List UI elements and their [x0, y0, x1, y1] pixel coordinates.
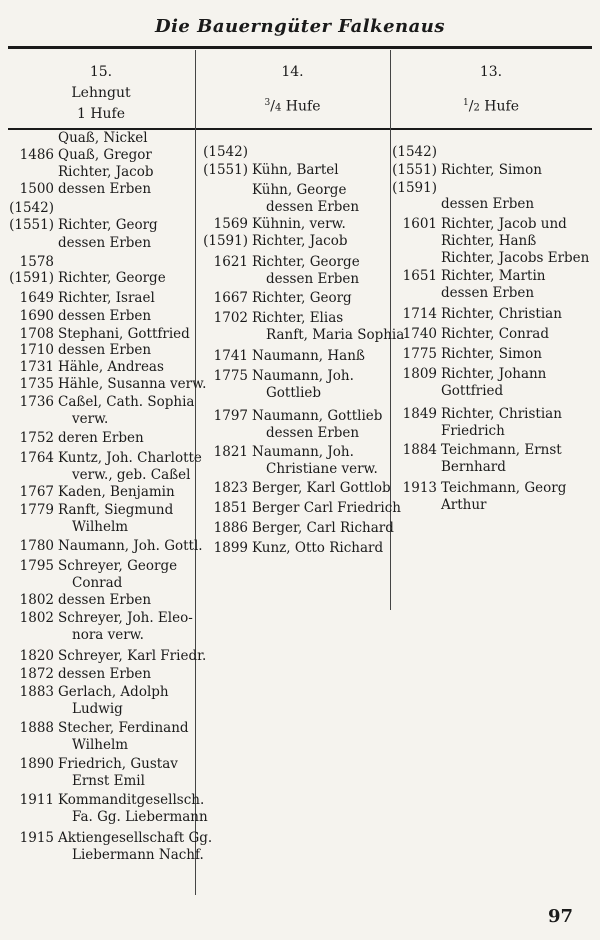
- entry-name-line: Aktiengesellschaft Gg.: [58, 830, 213, 846]
- list-item: [391, 480, 566, 514]
- list-item: [8, 756, 178, 790]
- list-item: [391, 216, 589, 267]
- entry-year: 1578: [19, 254, 54, 270]
- entry-name-line: Liebermann Nachf.: [72, 847, 204, 863]
- list-item: [196, 144, 252, 161]
- entry-year: 1888: [19, 720, 54, 736]
- entry-year: 1779: [19, 502, 54, 518]
- entry-name: [252, 310, 404, 344]
- entry-year: 1851: [213, 500, 248, 516]
- list-item: [391, 366, 546, 400]
- entry-name-line: Ludwig: [72, 701, 123, 717]
- entry-name-line: Schreyer, George: [58, 558, 178, 574]
- entry-year: 1775: [213, 368, 248, 384]
- entry-name-line: Kunz, Otto Richard: [252, 540, 384, 556]
- entry-name: [58, 666, 151, 683]
- entry-name: [58, 430, 144, 447]
- entry-name: [58, 684, 169, 718]
- entry-name-line: Kühn, George: [252, 182, 347, 198]
- entry-name: [252, 216, 346, 233]
- entry-year: 1915: [19, 830, 54, 846]
- list-item: [8, 830, 212, 864]
- entry-name-line: Fa. Gg. Liebermann: [72, 809, 208, 825]
- entry-year: (1542): [9, 200, 54, 216]
- list-item: [196, 290, 352, 307]
- entry-year: 1911: [19, 792, 54, 808]
- column-size: $^1$/2 Hufe: [463, 98, 519, 115]
- list-item: [391, 144, 441, 161]
- list-item: [8, 484, 175, 501]
- entry-year: 1883: [19, 684, 54, 700]
- entry-name: [252, 162, 339, 179]
- column-size: $^3$/4 Hufe: [264, 98, 321, 115]
- entry-name: [252, 182, 359, 216]
- entry-name-line: Kuntz, Joh. Charlotte: [58, 450, 202, 466]
- entry-name: [58, 270, 166, 287]
- entry-year: 1649: [19, 290, 54, 306]
- list-item: [8, 558, 177, 592]
- entry-name-line: Gerlach, Adolph: [58, 684, 169, 700]
- entry-name-line: verw., geb. Caßel: [72, 467, 191, 483]
- entry-name: [58, 164, 154, 181]
- entry-name-line: Friedrich, Gustav: [58, 756, 178, 772]
- entry-year: 1740: [402, 326, 437, 342]
- entry-name: [58, 217, 158, 234]
- entry-name-line: Christiane verw.: [266, 461, 378, 477]
- list-item: [8, 270, 166, 287]
- list-item: [8, 610, 193, 644]
- list-item: [8, 147, 152, 164]
- entry-name-line: Stephani, Gottfried: [58, 326, 190, 342]
- entry-name-line: Naumann, Joh. Gottl.: [58, 538, 203, 554]
- entry-name: [441, 306, 562, 323]
- entry-year: (1591): [9, 270, 54, 286]
- entry-name: [58, 130, 148, 147]
- entry-name: [58, 538, 203, 555]
- entry-year: 1667: [213, 290, 248, 306]
- entry-name: [252, 233, 348, 250]
- entry-name: [58, 450, 202, 484]
- column-header-14: [196, 62, 389, 119]
- top-rule: [8, 46, 592, 49]
- entry-year: 1690: [19, 308, 54, 324]
- list-item: [8, 720, 189, 754]
- entry-name-line: deren Erben: [58, 430, 144, 446]
- fraction-numerator: 3: [264, 98, 271, 108]
- entry-year: 1702: [213, 310, 248, 326]
- entry-name-line: Richter, Christian: [441, 306, 562, 322]
- entry-name: [58, 147, 152, 164]
- entry-name: [58, 308, 151, 325]
- entry-name-line: Richter, Johann: [441, 366, 547, 382]
- entry-name: [58, 792, 208, 826]
- entry-year: 1886: [213, 520, 248, 536]
- entry-name: [441, 268, 545, 302]
- list-item: [391, 268, 545, 302]
- entry-year: 1890: [19, 756, 54, 772]
- entry-name-line: Richter, Hanß: [441, 233, 537, 249]
- entry-year: 1752: [19, 430, 54, 446]
- list-item: [8, 792, 208, 826]
- entry-name-line: Richter, Jacob: [58, 164, 154, 180]
- entry-name-line: Richter, Simon: [441, 162, 542, 178]
- entry-name-line: dessen Erben: [58, 592, 152, 608]
- entry-year: 1795: [19, 558, 54, 574]
- entry-name-line: Teichmann, Ernst: [441, 442, 562, 458]
- list-item: [8, 254, 58, 271]
- entry-name: [58, 610, 193, 644]
- entry-name: [58, 342, 151, 359]
- entry-year: 1731: [19, 359, 54, 375]
- list-item: [8, 648, 206, 665]
- entry-name-line: dessen Erben: [266, 271, 360, 287]
- entry-name: [252, 500, 401, 517]
- size-unit: Hufe: [484, 98, 519, 115]
- list-item: [8, 290, 155, 307]
- entry-name: [252, 254, 360, 288]
- entry-name: [441, 326, 549, 343]
- entry-year: 1821: [213, 444, 248, 460]
- page-number: 97: [548, 906, 574, 927]
- list-item: [391, 162, 542, 179]
- entry-year: 1601: [402, 216, 437, 232]
- list-item: [196, 216, 346, 233]
- list-item: [391, 346, 542, 363]
- entry-year: (1551): [203, 162, 248, 178]
- entry-year: 1714: [402, 306, 437, 322]
- entry-year: 1651: [402, 268, 437, 284]
- entry-year: 1735: [19, 376, 54, 392]
- entry-name-line: nora verw.: [72, 627, 144, 643]
- list-item: [391, 196, 534, 213]
- entry-name: [58, 720, 189, 754]
- entry-name: [441, 480, 566, 514]
- entry-name-line: Gottlieb: [266, 385, 322, 401]
- entry-year: 1736: [19, 394, 54, 410]
- entry-name-line: dessen Erben: [58, 181, 152, 197]
- entry-name-line: dessen Erben: [441, 196, 535, 212]
- entry-name-line: Berger Carl Friedrich: [252, 500, 401, 516]
- entry-name-line: Richter, Martin: [441, 268, 546, 284]
- entry-name: [252, 368, 354, 402]
- column-header-15: [8, 62, 194, 125]
- entry-name-line: Wilhelm: [72, 519, 129, 535]
- entry-name: [58, 376, 206, 393]
- entry-year: 1708: [19, 326, 54, 342]
- entry-year: (1542): [392, 144, 437, 160]
- entry-name-line: dessen Erben: [441, 285, 535, 301]
- entry-name: [441, 196, 534, 213]
- entry-name-line: Richter, Jacobs Erben: [441, 250, 590, 266]
- list-item: [391, 180, 441, 197]
- entry-name-line: Richter, Jacob und: [441, 216, 567, 232]
- entry-name-line: dessen Erben: [58, 235, 152, 251]
- entry-name-line: Hähle, Andreas: [58, 359, 164, 375]
- entry-name-line: Ranft, Maria Sophia: [266, 327, 405, 343]
- entry-name-line: Hähle, Susanna verw.: [58, 376, 207, 392]
- list-item: [391, 442, 562, 476]
- entry-name: [441, 442, 562, 476]
- list-item: [8, 450, 202, 484]
- entry-year: 1802: [19, 610, 54, 626]
- entry-year: 1741: [213, 348, 248, 364]
- entry-name-line: Caßel, Cath. Sophia: [58, 394, 195, 410]
- entry-name-line: Schreyer, Karl Friedr.: [58, 648, 207, 664]
- entry-year: 1823: [213, 480, 248, 496]
- list-item: [8, 394, 194, 428]
- column-size: 1 Hufe: [76, 106, 126, 122]
- list-item: [196, 310, 404, 344]
- entry-name: [252, 290, 352, 307]
- entry-name-line: Wilhelm: [72, 737, 129, 753]
- list-item: [196, 162, 339, 179]
- list-item: [196, 408, 382, 442]
- entry-name-line: Berger, Carl Richard: [252, 520, 394, 536]
- entry-name-line: Friedrich: [441, 423, 505, 439]
- entry-year: 1913: [402, 480, 437, 496]
- entry-name-line: Bernhard: [441, 459, 506, 475]
- entry-name-line: Richter, Georg: [252, 290, 352, 306]
- entry-name-line: Richter, George: [58, 270, 166, 286]
- entry-name-line: dessen Erben: [58, 666, 152, 682]
- entry-name-line: Richter, George: [252, 254, 360, 270]
- page-title: Die Bauerngüter Falkenaus: [154, 16, 446, 37]
- entry-name: [58, 502, 173, 536]
- entry-name-line: Teichmann, Georg: [441, 480, 567, 496]
- list-item: [196, 500, 401, 517]
- list-item: [196, 540, 383, 557]
- fraction-denominator: 2: [473, 102, 480, 114]
- entry-year: 1820: [19, 648, 54, 664]
- list-item: [8, 130, 148, 147]
- entry-name: [58, 648, 206, 665]
- entry-name-line: verw.: [72, 411, 109, 427]
- entry-year: 1621: [213, 254, 248, 270]
- entry-year: (1591): [392, 180, 437, 196]
- entry-year: 1809: [402, 366, 437, 382]
- list-item: [8, 217, 158, 234]
- list-item: [196, 368, 354, 402]
- entry-name: [441, 216, 589, 267]
- list-item: [8, 592, 151, 609]
- entry-year: 1767: [19, 484, 54, 500]
- entry-name-line: Conrad: [72, 575, 123, 591]
- list-item: [196, 182, 359, 216]
- entry-name-line: Richter, Israel: [58, 290, 155, 306]
- list-item: [8, 666, 151, 683]
- entry-name-line: dessen Erben: [266, 199, 360, 215]
- entry-year: 1569: [213, 216, 248, 232]
- entry-year: (1551): [9, 217, 54, 233]
- entry-name-line: Richter, Christian: [441, 406, 562, 422]
- entry-name: [58, 359, 164, 376]
- list-item: [8, 538, 203, 555]
- list-item: [196, 480, 391, 497]
- entry-name: [58, 235, 151, 252]
- list-item: [196, 348, 365, 365]
- list-item: [8, 200, 58, 217]
- entry-year: 1780: [19, 538, 54, 554]
- entry-name-line: dessen Erben: [266, 425, 360, 441]
- entry-year: (1591): [203, 233, 248, 249]
- entry-year: (1551): [392, 162, 437, 178]
- entry-name: [58, 830, 212, 864]
- entry-name-line: dessen Erben: [58, 342, 152, 358]
- entry-name: [252, 520, 394, 537]
- list-item: [8, 235, 151, 252]
- entry-name-line: Ernst Emil: [72, 773, 145, 789]
- list-item: [8, 342, 151, 359]
- entry-name-line: Naumann, Gottlieb: [252, 408, 383, 424]
- entry-name-line: Quaß, Gregor: [58, 147, 152, 163]
- list-item: [8, 430, 144, 447]
- entry-name-line: Schreyer, Joh. Eleo-: [58, 610, 193, 626]
- list-item: [8, 181, 151, 198]
- entry-name-line: Naumann, Hanß: [252, 348, 365, 364]
- list-item: [196, 254, 360, 288]
- column-number: 15.: [89, 64, 113, 80]
- list-item: [8, 164, 154, 181]
- entry-year: 1764: [19, 450, 54, 466]
- list-item: [8, 376, 206, 393]
- entry-name-line: Berger, Karl Gottlob: [252, 480, 391, 496]
- list-item: [8, 502, 173, 536]
- entry-year: 1710: [19, 342, 54, 358]
- entry-name: [58, 181, 151, 198]
- entry-name: [252, 480, 391, 497]
- list-item: [8, 326, 190, 343]
- entry-name-line: Richter, Conrad: [441, 326, 549, 342]
- entry-year: 1884: [402, 442, 437, 458]
- entry-name: [441, 346, 542, 363]
- entry-name-line: Richter, Simon: [441, 346, 542, 362]
- entry-year: 1899: [213, 540, 248, 556]
- entry-name: [252, 408, 382, 442]
- list-item: [196, 520, 394, 537]
- entry-name: [58, 290, 155, 307]
- entry-year: 1797: [213, 408, 248, 424]
- entry-name-line: Stecher, Ferdinand: [58, 720, 189, 736]
- entry-name-line: Richter, Elias: [252, 310, 344, 326]
- size-unit: Hufe: [285, 98, 321, 115]
- entry-name-line: Naumann, Joh.: [252, 368, 354, 384]
- column-label: Lehngut: [71, 85, 131, 101]
- entry-name-line: Quaß, Nickel: [58, 130, 148, 146]
- list-item: [196, 444, 378, 478]
- entry-year: (1542): [203, 144, 248, 160]
- entry-name: [252, 540, 383, 557]
- list-item: [391, 406, 562, 440]
- entry-name-line: Richter, Georg: [58, 217, 158, 233]
- list-item: [196, 233, 348, 250]
- entry-year: 1849: [402, 406, 437, 422]
- entry-year: 1486: [19, 147, 54, 163]
- entry-name: [58, 326, 190, 343]
- entry-year: 1775: [402, 346, 437, 362]
- column-header-13: [391, 62, 591, 119]
- list-item: [8, 684, 169, 718]
- entry-name: [441, 162, 542, 179]
- entry-name: [58, 756, 178, 790]
- entry-name: [441, 366, 546, 400]
- entry-year: 1872: [19, 666, 54, 682]
- entry-year: 1500: [19, 181, 54, 197]
- entry-name: [58, 484, 175, 501]
- entry-name: [441, 406, 562, 440]
- entry-name-line: Kühn, Bartel: [252, 162, 339, 178]
- entry-name: [252, 444, 378, 478]
- entry-name-line: Kühnin, verw.: [252, 216, 346, 232]
- list-item: [391, 326, 549, 343]
- entry-name-line: Arthur: [441, 497, 487, 513]
- entry-year: 1802: [19, 592, 54, 608]
- entry-name-line: Gottfried: [441, 383, 504, 399]
- column-number: 13.: [479, 64, 503, 80]
- entry-name-line: dessen Erben: [58, 308, 152, 324]
- entry-name-line: Kaden, Benjamin: [58, 484, 175, 500]
- entry-name: [252, 348, 365, 365]
- entry-name: [58, 592, 151, 609]
- entry-name: [58, 558, 177, 592]
- list-item: [8, 308, 151, 325]
- entry-name: [58, 394, 194, 428]
- list-item: [8, 359, 164, 376]
- fraction-numerator: 1: [463, 98, 469, 108]
- column-number: 14.: [281, 64, 304, 80]
- entry-name-line: Richter, Jacob: [252, 233, 348, 249]
- list-item: [391, 306, 562, 323]
- entry-name-line: Kommanditgesellsch.: [58, 792, 205, 808]
- entry-name-line: Ranft, Siegmund: [58, 502, 174, 518]
- entry-name-line: Naumann, Joh.: [252, 444, 354, 460]
- fraction-denominator: 4: [274, 102, 282, 114]
